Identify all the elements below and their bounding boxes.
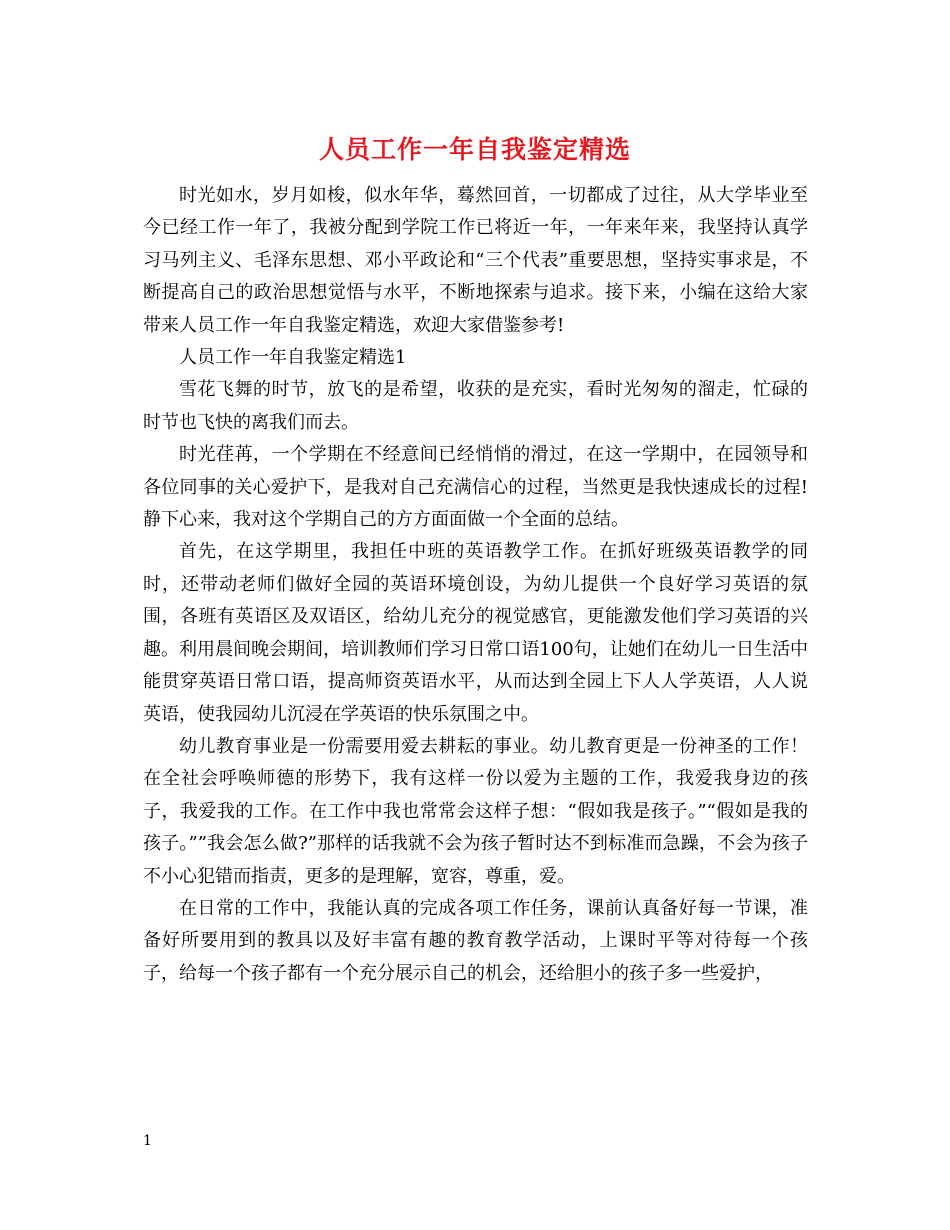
section-heading: 人员工作一年自我鉴定精选1: [179, 347, 407, 369]
paragraph: 雪花飞舞的时节，放飞的是希望，收获的是充实，看时光匆匆的溜走，忙碌的时节也飞快的离我们而去。: [143, 379, 808, 433]
paragraph: 首先，在这学期里，我担任中班的英语教学工作。在抓好班级英语教学的同时，还带动老师们做好全园的英语环境创设，为幼儿提供一个良好学习英语的氛围，各班有英语区及双语区，给幼儿充分的视觉感官，更能激发他们学习英语的兴趣。利用晨间晚会期间，培训教师们学习日常口语100句，让她们在幼儿一日生活中能贯穿英语日常口语，提高师资英语水平，从而达到全园上下人人学英语，人人说英语，使我园幼儿沉浸在学英语的快乐氛围之中。: [143, 541, 808, 725]
paragraph: 在日常的工作中，我能认真的完成各项工作任务，课前认真备好每一节课，准备好所要用到的教具以及好丰富有趣的教育教学活动，上课时平等对待每一个孩子，给每一个孩子都有一个充分展示自己的机会，还给胆小的孩子多一些爱护，: [143, 897, 808, 984]
paragraph: 时光荏苒，一个学期在不经意间已经悄悄的滑过，在这一学期中，在园领导和各位同事的关心爱护下，是我对自己充满信心的过程，当然更是我快速成长的过程!静下心来，我对这个学期自己的方方面面做一个全面的总结。: [143, 444, 808, 531]
page-number: 1: [143, 1133, 152, 1149]
document-title: 人员工作一年自我鉴定精选: [318, 135, 631, 164]
paragraph-intro: 时光如水，岁月如梭，似水年华，蓦然回首，一切都成了过往，从大学毕业至今已经工作一年了，我被分配到学院工作已将近一年，一年来年来，我坚持认真学习马列主义、毛泽东思想、邓小平政论和“三个代表”重要思想，坚持实事求是，不断提高自己的政治思想觉悟与水平，不断地探索与追求。接下来，小编在这给大家带来人员工作一年自我鉴定精选，欢迎大家借鉴参考!: [143, 185, 808, 336]
paragraph: 幼儿教育事业是一份需要用爱去耕耘的事业。幼儿教育更是一份神圣的工作！在全社会呼唤师德的形势下，我有这样一份以爱为主题的工作，我爱我身边的孩子，我爱我的工作。在工作中我也常常会这样子想：“假如我是孩子。”“假如是我的孩子。””我会怎么做?”那样的话我就不会为孩子暂时达不到标准而急躁，不会为孩子不小心犯错而指责，更多的是理解，宽容，尊重，爱。: [143, 735, 808, 887]
document-body: [143, 180, 808, 990]
